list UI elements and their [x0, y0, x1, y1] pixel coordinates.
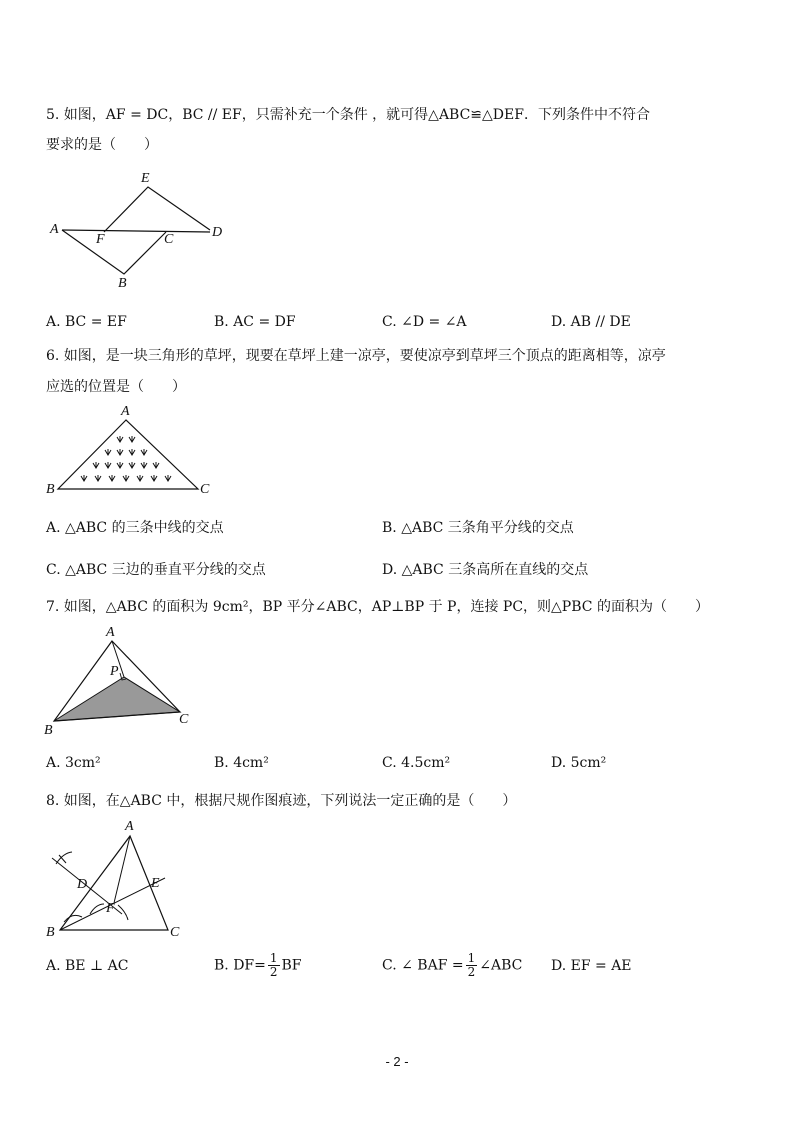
q8-option-c-prefix: C. ∠ BAF =: [382, 957, 464, 974]
q8-option-b-denominator: 2: [269, 965, 278, 979]
q8-option-c[interactable]: [382, 952, 522, 979]
q8-label-b: B: [46, 925, 55, 940]
q5-option-c[interactable]: C. ∠D = ∠A: [382, 314, 467, 330]
q6-stem-line2: 应选的位置是（ ）: [46, 379, 186, 395]
q8-label-e: E: [151, 876, 160, 891]
q6-label-c: C: [200, 482, 210, 497]
q6-option-a[interactable]: A. △ABC 的三条中线的交点: [46, 520, 224, 536]
q8-option-c-numerator: 1: [467, 951, 476, 965]
q5-label-a: A: [50, 222, 59, 237]
q7-option-b[interactable]: B. 4cm²: [214, 755, 269, 771]
q6-label-a: A: [121, 404, 130, 419]
q6-option-c[interactable]: C. △ABC 三边的垂直平分线的交点: [46, 562, 266, 578]
q8-label-c: C: [170, 925, 180, 940]
q8-option-b-suffix: BF: [281, 957, 302, 974]
q7-option-d[interactable]: D. 5cm²: [551, 755, 607, 771]
q8-option-b-numerator: 1: [269, 951, 278, 965]
q5-label-f: F: [96, 232, 105, 247]
q5-label-c: C: [164, 232, 174, 247]
q8-option-b[interactable]: [214, 952, 302, 979]
q8-label-f: F: [106, 901, 115, 916]
q7-stem-line1: 7. 如图，△ABC 的面积为 9cm²，BP 平分∠ABC，AP⊥BP 于 P，连接 PC，则△PBC 的面积为（ ）: [46, 599, 709, 615]
q6-label-b: B: [46, 482, 55, 497]
q8-option-d[interactable]: D. EF = AE: [551, 958, 632, 974]
q5-label-d: D: [212, 225, 223, 240]
q7-option-c[interactable]: C. 4.5cm²: [382, 755, 451, 771]
q6-stem-line1: 6. 如图，是一块三角形的草坪，现要在草坪上建一凉亭，要使凉亭到草坪三个顶点的距离相等，凉亭: [46, 348, 666, 364]
q7-label-c: C: [179, 712, 189, 727]
q7-label-p: P: [110, 664, 119, 679]
q7-label-b: B: [44, 723, 53, 738]
q5-option-d[interactable]: D. AB // DE: [551, 314, 631, 330]
q5-stem-line2: 要求的是（ ）: [46, 137, 158, 153]
q5-label-e: E: [141, 171, 150, 186]
q6-option-b[interactable]: B. △ABC 三条角平分线的交点: [382, 520, 574, 536]
q7-label-a: A: [106, 625, 115, 640]
q8-option-c-denominator: 2: [467, 965, 476, 979]
q6-option-d[interactable]: D. △ABC 三条高所在直线的交点: [382, 562, 589, 578]
q8-stem-line1: 8. 如图，在△ABC 中，根据尺规作图痕迹，下列说法一定正确的是（ ）: [46, 793, 517, 809]
page-number: - 2 -: [385, 1054, 409, 1069]
q5-stem-line1: 5. 如图，AF = DC，BC // EF，只需补充一个条件 ，就可得△ABC≌△DEF．下列条件中不符合: [46, 107, 650, 123]
q7-option-a[interactable]: A. 3cm²: [46, 755, 101, 771]
q8-label-a: A: [125, 819, 134, 834]
q8-option-c-fraction: [466, 952, 478, 979]
q8-option-b-prefix: B. DF=: [214, 957, 266, 974]
q5-option-b[interactable]: B. AC = DF: [214, 314, 296, 330]
q8-option-a[interactable]: A. BE ⊥ AC: [46, 958, 129, 974]
q8-option-b-fraction: [268, 952, 280, 979]
q5-option-a[interactable]: A. BC = EF: [46, 314, 127, 330]
q5-label-b: B: [118, 276, 127, 291]
q8-option-c-suffix: ∠ABC: [479, 957, 523, 974]
q8-label-d: D: [77, 877, 88, 892]
